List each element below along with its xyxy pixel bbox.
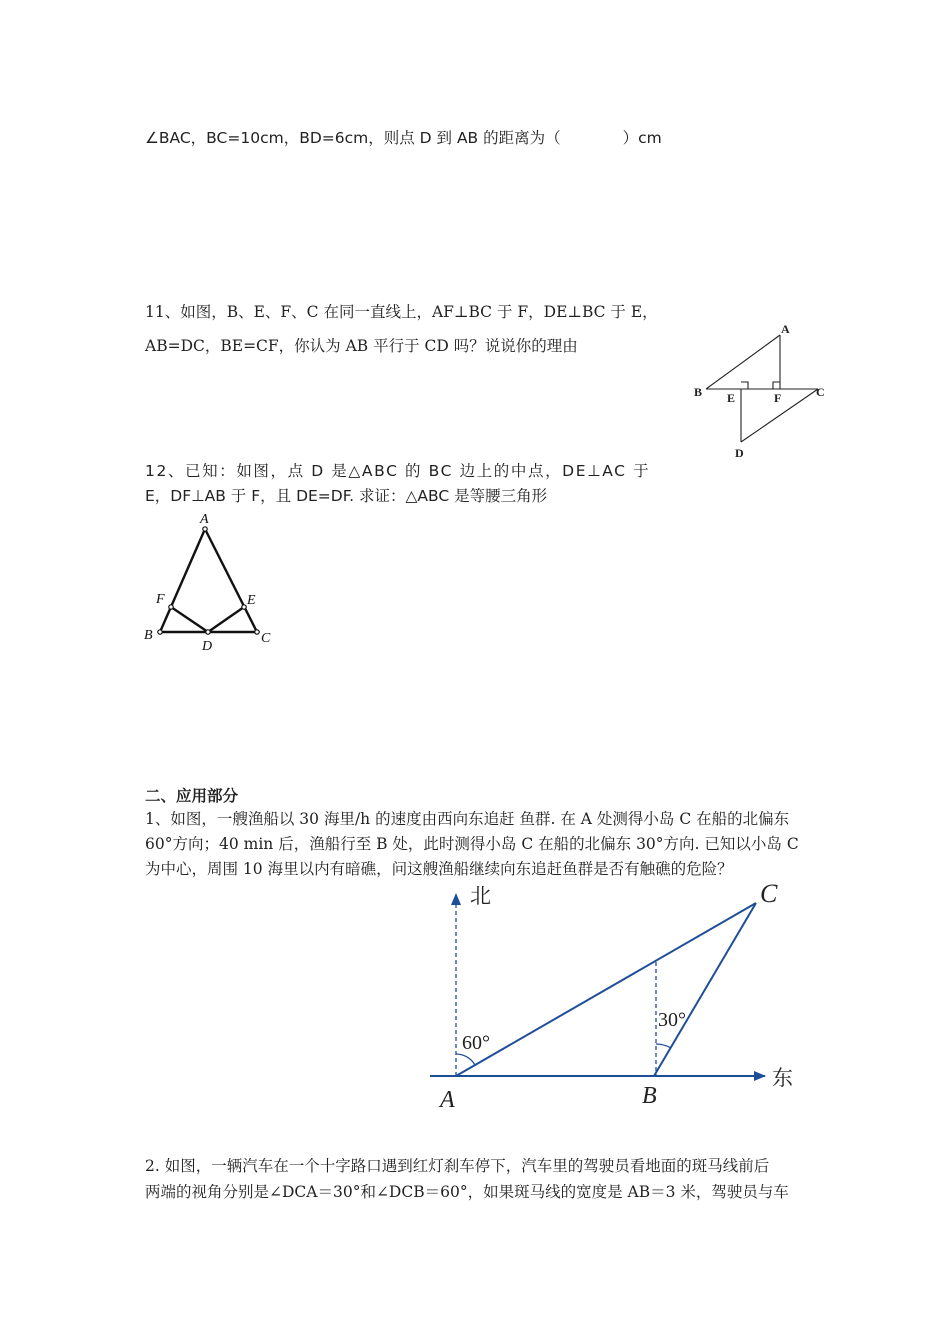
q11-line-ab [706, 335, 780, 389]
q12-label-e: E [247, 593, 256, 608]
point-b: B [642, 1083, 657, 1109]
p1-line-1: 1、如图，一艘渔船以 30 海里/h 的速度由西向东追赶 鱼群. 在 A 处测得小岛 C 在船的北偏东 [145, 810, 790, 828]
q11-right-angle-f [773, 382, 780, 389]
q12-label-a: A [200, 512, 209, 527]
q11-line-2: AB=DC，BE=CF，你认为 AB 平行于 CD 吗？说说你的理由 [145, 337, 578, 355]
east-label: 东 [772, 1066, 793, 1090]
p2-line-1: 2. 如图，一辆汽车在一个十字路口遇到红灯刹车停下，汽车里的驾驶员看地面的斑马线前后 [145, 1157, 770, 1175]
q12-line-de [208, 607, 244, 632]
q12-line-ab [160, 529, 205, 632]
angle-a-label: 60° [462, 1032, 490, 1054]
q11-line-1: 11、如图，B、E、F、C 在同一直线上，AF⊥BC 于 F，DE⊥BC 于 E， [145, 303, 658, 321]
q12-figure [140, 508, 285, 658]
arc-30 [656, 1044, 671, 1048]
arc-60 [456, 1054, 475, 1065]
point-c: C [760, 879, 778, 908]
q11-figure [690, 320, 830, 465]
line-ac [456, 903, 756, 1076]
q11-label-a: A [781, 322, 790, 336]
q12-line-df [171, 607, 208, 632]
p1-line-2: 60°方向；40 min 后，渔船行至 B 处，此时测得小岛 C 在船的北偏东 30°方向. 已知以小岛 C [145, 835, 799, 853]
north-label: 北 [470, 884, 491, 908]
q12-label-c: C [261, 631, 271, 646]
q11-right-angle-e [741, 382, 748, 389]
q12-label-b: B [144, 628, 153, 643]
q11-label-b: B [694, 385, 703, 399]
q12-line-2: E，DF⊥AB 于 F，且 DE=DF. 求证：△ABC 是等腰三角形 [145, 487, 548, 505]
angle-b-label: 30° [658, 1009, 686, 1031]
point-a: A [440, 1087, 455, 1113]
q12-label-d: D [202, 639, 213, 654]
section-heading: 二、应用部分 [145, 786, 239, 805]
line-bc [654, 903, 756, 1076]
q11-label-c: C [816, 385, 825, 399]
p1-figure [420, 870, 820, 1120]
p2-line-2: 两端的视角分别是∠DCA＝30°和∠DCB＝60°，如果斑马线的宽度是 AB＝3 米，驾驶员与车 [145, 1183, 789, 1201]
q11-label-e: E [727, 391, 736, 405]
q11-label-d: D [735, 446, 744, 460]
q11-label-f: F [774, 391, 782, 405]
q12-line-1: 12、已知：如图，点 D 是△ABC 的 BC 边上的中点，DE⊥AC 于 [145, 462, 651, 480]
q10-text: ∠BAC，BC=10cm，BD=6cm，则点 D 到 AB 的距离为（ ）cm [145, 129, 662, 147]
p1-line-3: 为中心，周围 10 海里以内有暗礁，问这艘渔船继续向东追赶鱼群是否有触礁的危险？ [145, 860, 733, 878]
q12-label-f: F [156, 592, 165, 607]
